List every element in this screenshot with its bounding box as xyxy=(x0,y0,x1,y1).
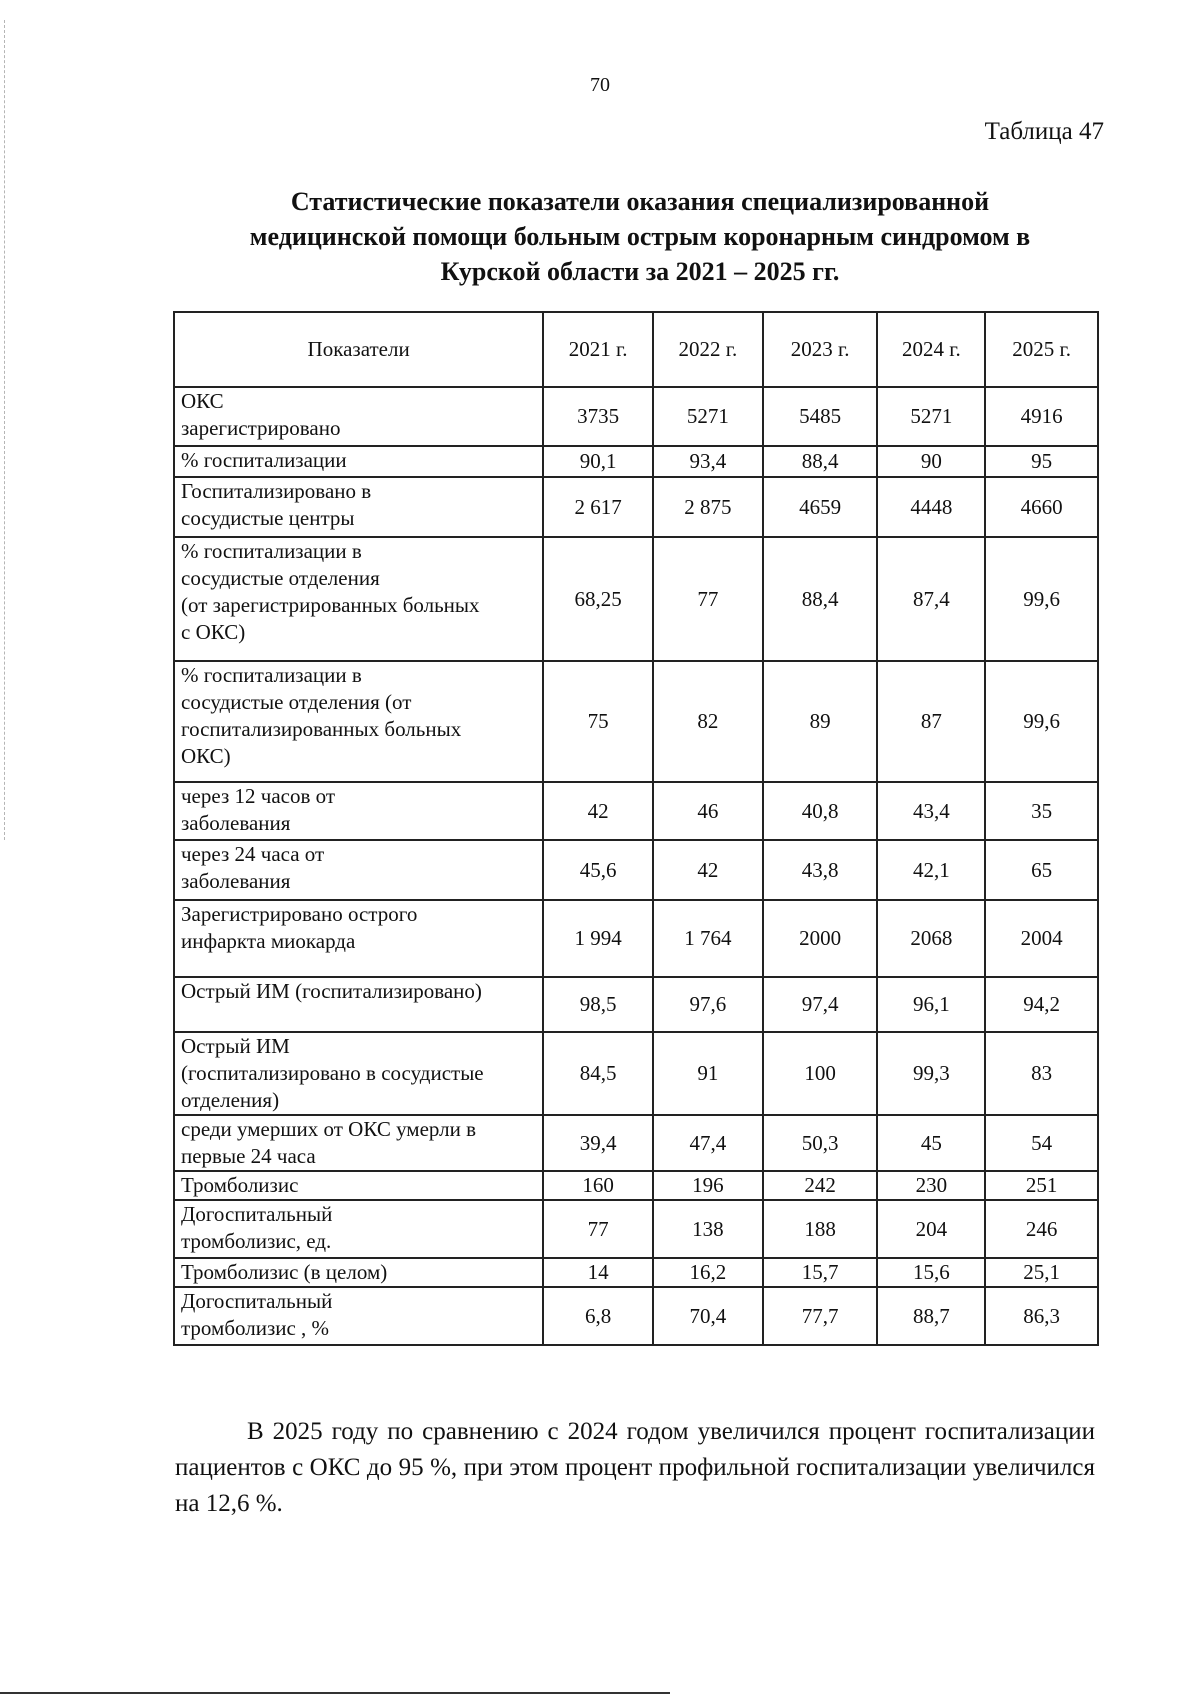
value-cell: 16,2 xyxy=(653,1258,763,1287)
value-cell: 2 875 xyxy=(653,477,763,537)
value-cell: 40,8 xyxy=(763,782,878,840)
value-cell: 77 xyxy=(653,537,763,661)
header-cell: 2024 г. xyxy=(877,312,985,387)
header-cell: 2022 г. xyxy=(653,312,763,387)
value-cell: 42 xyxy=(543,782,653,840)
row-label: через 12 часов от заболевания xyxy=(174,782,543,840)
value-cell: 1 994 xyxy=(543,900,653,977)
value-cell: 77,7 xyxy=(763,1287,878,1345)
header-cell: 2025 г. xyxy=(985,312,1098,387)
value-cell: 45 xyxy=(877,1115,985,1171)
value-cell: 68,25 xyxy=(543,537,653,661)
header-cell: Показатели xyxy=(174,312,543,387)
value-cell: 94,2 xyxy=(985,977,1098,1032)
value-cell: 138 xyxy=(653,1200,763,1258)
document-title xyxy=(180,184,1100,289)
table-row xyxy=(174,782,1098,840)
binding-margin-line xyxy=(4,20,5,840)
value-cell: 88,4 xyxy=(763,446,878,477)
table-row xyxy=(174,1115,1098,1171)
value-cell: 83 xyxy=(985,1032,1098,1115)
value-cell: 98,5 xyxy=(543,977,653,1032)
value-cell: 77 xyxy=(543,1200,653,1258)
row-label: Тромболизис xyxy=(174,1171,543,1200)
value-cell: 35 xyxy=(985,782,1098,840)
value-cell: 97,6 xyxy=(653,977,763,1032)
header-cell: 2021 г. xyxy=(543,312,653,387)
table-row xyxy=(174,1258,1098,1287)
row-label: % госпитализации в сосудистые отделения (от зарегистрированных больных с ОКС) xyxy=(174,537,543,661)
table-row xyxy=(174,661,1098,782)
value-cell: 160 xyxy=(543,1171,653,1200)
table-row xyxy=(174,900,1098,977)
title-line: Курской области за 2021 – 2025 гг. xyxy=(440,257,840,286)
value-cell: 87 xyxy=(877,661,985,782)
table-row xyxy=(174,977,1098,1032)
value-cell: 100 xyxy=(763,1032,878,1115)
table-label: Таблица 47 xyxy=(984,118,1104,145)
value-cell: 54 xyxy=(985,1115,1098,1171)
title-line: медицинской помощи больным острым коронарным синдромом в xyxy=(249,222,1031,251)
value-cell: 5271 xyxy=(653,387,763,446)
value-cell: 196 xyxy=(653,1171,763,1200)
value-cell: 4660 xyxy=(985,477,1098,537)
row-label: Острый ИМ (госпитализировано) xyxy=(174,977,543,1032)
value-cell: 90 xyxy=(877,446,985,477)
value-cell: 50,3 xyxy=(763,1115,878,1171)
value-cell: 5271 xyxy=(877,387,985,446)
row-label: % госпитализации xyxy=(174,446,543,477)
table-row xyxy=(174,446,1098,477)
table-row xyxy=(174,1171,1098,1200)
value-cell: 87,4 xyxy=(877,537,985,661)
value-cell: 91 xyxy=(653,1032,763,1115)
value-cell: 88,4 xyxy=(763,537,878,661)
value-cell: 45,6 xyxy=(543,840,653,900)
table-header-row xyxy=(174,312,1098,387)
value-cell: 99,6 xyxy=(985,537,1098,661)
value-cell: 84,5 xyxy=(543,1032,653,1115)
row-label: через 24 часа от заболевания xyxy=(174,840,543,900)
table-row xyxy=(174,537,1098,661)
value-cell: 2 617 xyxy=(543,477,653,537)
value-cell: 6,8 xyxy=(543,1287,653,1345)
row-label: среди умерших от ОКС умерли в первые 24 часа xyxy=(174,1115,543,1171)
value-cell: 42,1 xyxy=(877,840,985,900)
value-cell: 230 xyxy=(877,1171,985,1200)
value-cell: 47,4 xyxy=(653,1115,763,1171)
value-cell: 75 xyxy=(543,661,653,782)
value-cell: 204 xyxy=(877,1200,985,1258)
row-label: Острый ИМ (госпитализировано в сосудистые отделения) xyxy=(174,1032,543,1115)
value-cell: 70,4 xyxy=(653,1287,763,1345)
row-label: Догоспитальный тромболизис , % xyxy=(174,1287,543,1345)
value-cell: 88,7 xyxy=(877,1287,985,1345)
table-body xyxy=(174,387,1098,1345)
table-row xyxy=(174,1200,1098,1258)
value-cell: 65 xyxy=(985,840,1098,900)
row-label: ОКС зарегистрировано xyxy=(174,387,543,446)
value-cell: 4916 xyxy=(985,387,1098,446)
row-label: Догоспитальный тромболизис, ед. xyxy=(174,1200,543,1258)
value-cell: 97,4 xyxy=(763,977,878,1032)
value-cell: 43,8 xyxy=(763,840,878,900)
value-cell: 93,4 xyxy=(653,446,763,477)
row-label: Госпитализировано в сосудистые центры xyxy=(174,477,543,537)
value-cell: 99,6 xyxy=(985,661,1098,782)
value-cell: 15,6 xyxy=(877,1258,985,1287)
value-cell: 82 xyxy=(653,661,763,782)
value-cell: 86,3 xyxy=(985,1287,1098,1345)
value-cell: 2004 xyxy=(985,900,1098,977)
row-label: Тромболизис (в целом) xyxy=(174,1258,543,1287)
statistics-table xyxy=(173,311,1099,1346)
row-label: Зарегистрировано острого инфаркта миокарда xyxy=(174,900,543,977)
value-cell: 4448 xyxy=(877,477,985,537)
value-cell: 242 xyxy=(763,1171,878,1200)
value-cell: 15,7 xyxy=(763,1258,878,1287)
table-row xyxy=(174,1287,1098,1345)
value-cell: 251 xyxy=(985,1171,1098,1200)
value-cell: 95 xyxy=(985,446,1098,477)
value-cell: 25,1 xyxy=(985,1258,1098,1287)
value-cell: 2068 xyxy=(877,900,985,977)
bottom-rule xyxy=(0,1692,670,1694)
value-cell: 4659 xyxy=(763,477,878,537)
value-cell: 42 xyxy=(653,840,763,900)
value-cell: 14 xyxy=(543,1258,653,1287)
value-cell: 90,1 xyxy=(543,446,653,477)
value-cell: 96,1 xyxy=(877,977,985,1032)
value-cell: 43,4 xyxy=(877,782,985,840)
value-cell: 39,4 xyxy=(543,1115,653,1171)
summary-paragraph: В 2025 году по сравнению с 2024 годом увеличился процент госпитализации пациентов с ОКС до 95 %, при этом процент профильной госпитализации увеличился на 12,6 %. xyxy=(175,1418,1095,1517)
value-cell: 3735 xyxy=(543,387,653,446)
page-number: 70 xyxy=(590,74,610,96)
value-cell: 246 xyxy=(985,1200,1098,1258)
value-cell: 188 xyxy=(763,1200,878,1258)
value-cell: 46 xyxy=(653,782,763,840)
table-row xyxy=(174,1032,1098,1115)
table-row xyxy=(174,477,1098,537)
table-row xyxy=(174,387,1098,446)
value-cell: 1 764 xyxy=(653,900,763,977)
table-row xyxy=(174,840,1098,900)
row-label: % госпитализации в сосудистые отделения (от госпитализированных больных ОКС) xyxy=(174,661,543,782)
value-cell: 99,3 xyxy=(877,1032,985,1115)
value-cell: 2000 xyxy=(763,900,878,977)
value-cell: 89 xyxy=(763,661,878,782)
header-cell: 2023 г. xyxy=(763,312,878,387)
title-line: Статистические показатели оказания специализированной xyxy=(290,187,990,216)
value-cell: 5485 xyxy=(763,387,878,446)
